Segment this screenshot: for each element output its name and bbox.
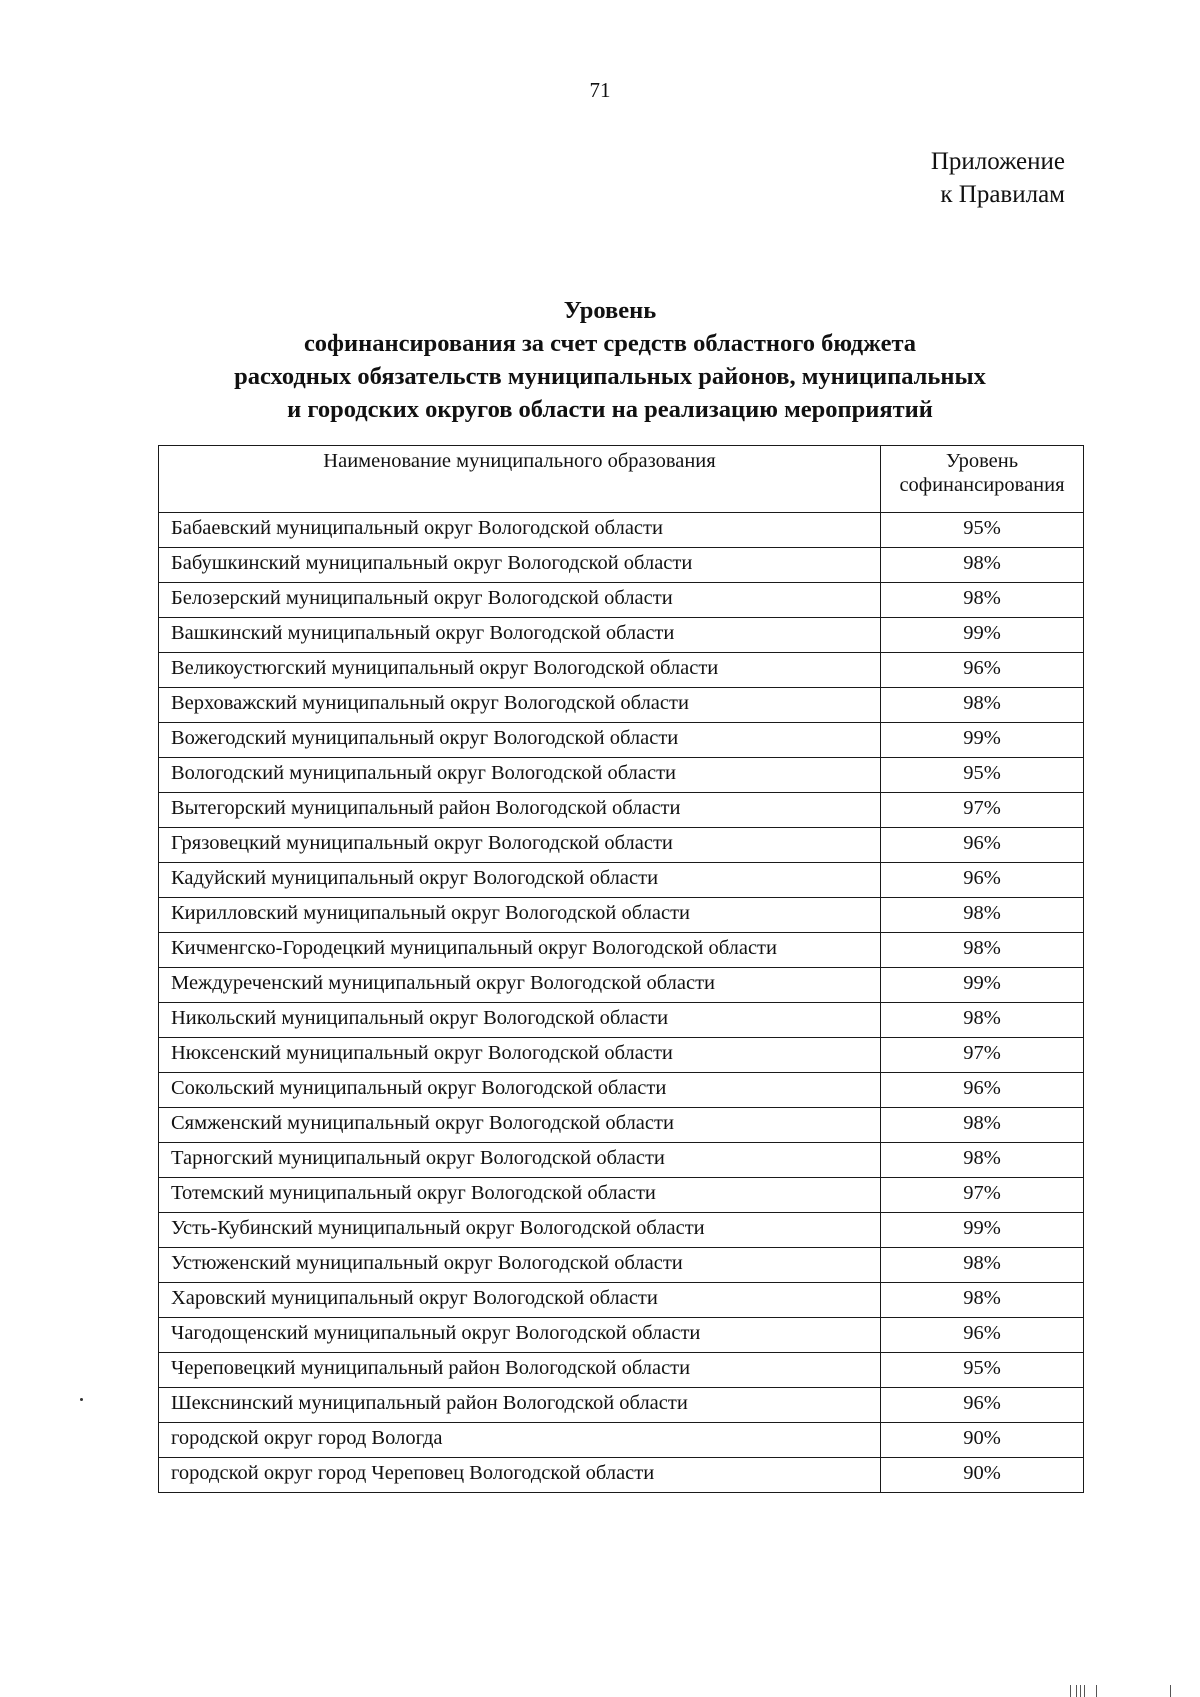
cofinancing-level-cell: 98% [881,898,1084,933]
table-row [159,1353,1084,1388]
header-level-line-1: Уровень [945,450,1019,472]
cofinancing-level-cell: 98% [881,1143,1084,1178]
table-row [159,653,1084,688]
title-line-3: расходных обязательств муниципальных районов, муниципальных [234,363,986,390]
municipality-name-cell: Сямженский муниципальный округ Вологодской области [159,1108,881,1143]
municipality-name-cell: Шекснинский муниципальный район Вологодской области [159,1388,881,1423]
table-header-row [159,446,1084,513]
table-row [159,1318,1084,1353]
cofinancing-level-cell: 90% [881,1458,1084,1493]
title-line-1: Уровень [563,297,657,324]
cofinancing-level-cell: 99% [881,1213,1084,1248]
municipality-name-cell: Кадуйский муниципальный округ Вологодской области [159,863,881,898]
appendix-line-2: к Правилам [940,181,1065,208]
municipality-name-cell: Кирилловский муниципальный округ Вологодской области [159,898,881,933]
municipality-name-cell: Усть-Кубинский муниципальный округ Вологодской области [159,1213,881,1248]
table-row [159,548,1084,583]
header-level-line-2: софинансирования [899,474,1065,496]
municipality-name-cell: Белозерский муниципальный округ Вологодской области [159,583,881,618]
cofinancing-level-cell: 98% [881,933,1084,968]
cofinancing-level-cell: 96% [881,1318,1084,1353]
municipality-name-cell: Вытегорский муниципальный район Вологодской области [159,793,881,828]
table-row [159,1178,1084,1213]
municipality-name-cell: Тотемский муниципальный округ Вологодской области [159,1178,881,1213]
cofinancing-level-cell: 96% [881,1388,1084,1423]
municipality-name-cell: Бабаевский муниципальный округ Вологодской области [159,513,881,548]
title-line-2: софинансирования за счет средств областного бюджета [303,330,917,357]
scan-speck [80,1398,83,1401]
document-title [170,294,1050,426]
municipality-name-cell: Харовский муниципальный округ Вологодской области [159,1283,881,1318]
cofinancing-level-cell: 96% [881,653,1084,688]
table-row [159,1003,1084,1038]
cofinancing-level-cell: 99% [881,968,1084,1003]
municipality-name-cell: Вологодский муниципальный округ Вологодской области [159,758,881,793]
table-row [159,828,1084,863]
table-row [159,1458,1084,1493]
cofinancing-level-cell: 99% [881,618,1084,653]
cofinancing-level-cell: 96% [881,1073,1084,1108]
cofinancing-level-cell: 96% [881,863,1084,898]
table-row [159,863,1084,898]
table-row [159,513,1084,548]
municipality-name-cell: Никольский муниципальный округ Вологодской области [159,1003,881,1038]
page-number: 71 [589,78,611,102]
cofinancing-level-cell: 97% [881,793,1084,828]
table-row [159,1423,1084,1458]
appendix-note [931,145,1065,211]
municipality-name-cell: Тарногский муниципальный округ Вологодской области [159,1143,881,1178]
cofinancing-level-cell: 90% [881,1423,1084,1458]
cofinancing-level-cell: 98% [881,1003,1084,1038]
municipality-name-cell: Чагодощенский муниципальный округ Вологодской области [159,1318,881,1353]
cofinancing-level-cell: 96% [881,828,1084,863]
table-body [159,513,1084,1493]
municipality-name-cell: Междуреченский муниципальный округ Вологодской области [159,968,881,1003]
table-row [159,898,1084,933]
municipality-name-cell: Нюксенский муниципальный округ Вологодской области [159,1038,881,1073]
table-row [159,618,1084,653]
scan-edge-marks [1070,1680,1190,1697]
municipality-name-cell: Великоустюгский муниципальный округ Вологодской области [159,653,881,688]
municipality-name-cell: Устюженский муниципальный округ Вологодской области [159,1248,881,1283]
cofinancing-level-cell: 98% [881,583,1084,618]
cofinancing-level-cell: 95% [881,758,1084,793]
appendix-line-1: Приложение [930,148,1065,175]
table-row [159,583,1084,618]
municipality-name-cell: городской округ город Вологда [159,1423,881,1458]
table-row [159,1038,1084,1073]
header-municipality-name: Наименование муниципального образования [159,446,881,513]
table-row [159,968,1084,1003]
header-cofinancing-level [881,446,1084,513]
municipality-name-cell: Бабушкинский муниципальный округ Вологодской области [159,548,881,583]
table-row [159,688,1084,723]
cofinancing-level-cell: 98% [881,1248,1084,1283]
municipality-name-cell: Череповецкий муниципальный район Вологодской области [159,1353,881,1388]
table-row [159,723,1084,758]
table-row [159,1143,1084,1178]
table-row [159,933,1084,968]
table-row [159,1283,1084,1318]
municipality-name-cell: Грязовецкий муниципальный округ Вологодской области [159,828,881,863]
municipality-name-cell: Кичменгско-Городецкий муниципальный округ Вологодской области [159,933,881,968]
cofinancing-level-cell: 98% [881,688,1084,723]
cofinancing-level-cell: 97% [881,1178,1084,1213]
cofinancing-level-cell: 98% [881,548,1084,583]
cofinancing-level-cell: 95% [881,513,1084,548]
cofinancing-level-cell: 98% [881,1283,1084,1318]
municipality-name-cell: Вожегодский муниципальный округ Вологодской области [159,723,881,758]
table-row [159,758,1084,793]
municipality-name-cell: Вашкинский муниципальный округ Вологодской области [159,618,881,653]
cofinancing-level-cell: 95% [881,1353,1084,1388]
table-row [159,1388,1084,1423]
table-row [159,793,1084,828]
municipality-name-cell: Сокольский муниципальный округ Вологодской области [159,1073,881,1108]
table-row [159,1248,1084,1283]
cofinancing-level-cell: 98% [881,1108,1084,1143]
municipality-name-cell: городской округ город Череповец Вологодской области [159,1458,881,1493]
cofinancing-level-cell: 97% [881,1038,1084,1073]
table-row [159,1073,1084,1108]
title-line-4: и городских округов области на реализацию мероприятий [287,396,933,423]
cofinancing-table [158,445,1084,1493]
table-row [159,1108,1084,1143]
table-row [159,1213,1084,1248]
municipality-name-cell: Верховажский муниципальный округ Вологодской области [159,688,881,723]
cofinancing-level-cell: 99% [881,723,1084,758]
